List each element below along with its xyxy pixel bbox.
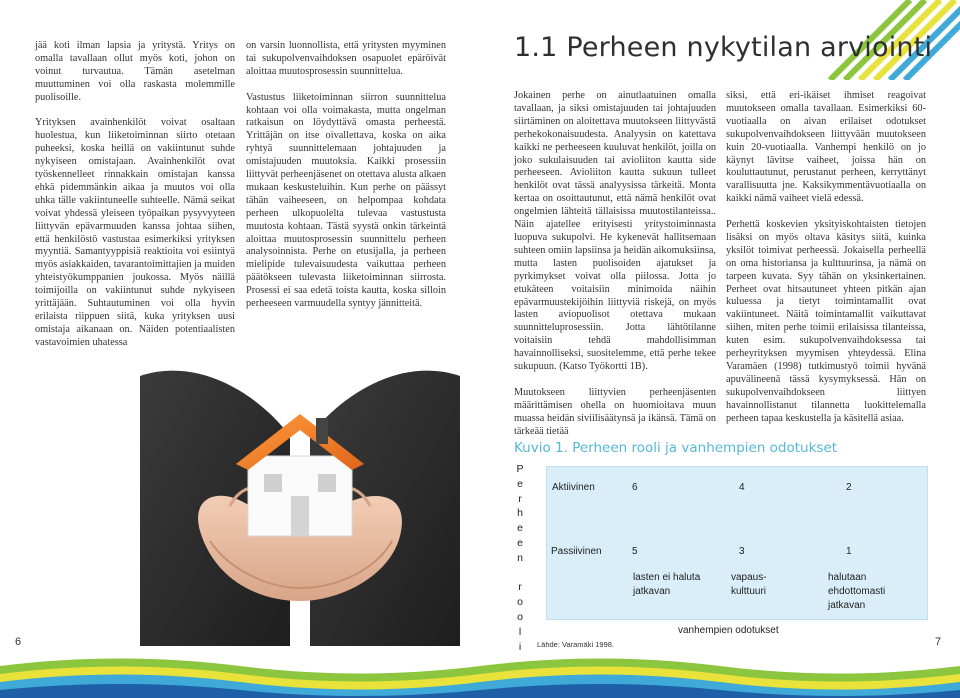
vlabel-letter: r bbox=[518, 492, 522, 505]
vlabel-letter: o bbox=[517, 610, 523, 623]
cell-value: 1 bbox=[846, 546, 852, 557]
figure-source: Lähde: Varamäki 1998. bbox=[537, 640, 614, 649]
paragraph: Yrityksen avainhenkilöt voivat osaltaan huolestua, kun liiketoiminnan siirto otetaan puheeksi, koska heillä on vakiintunut suhde nykyiseen omistajaan. Avainhenkilöt ovat työskennelleet rinnakkain omistajan kanssa ehkä pidemmänkin aikaa ja muutos voi olla uhka tälle vakiintuneelle suhteelle. Nämä seikat voivat yhdessä yleiseen työpaikan pysyvyyteen liittyvän epävarmuuden kanssa johtaa siihen, että henkilöstö vastustaa esimerkiksi yrityksen myyntiä. Samantyyppisiä reaktioita voi esiintyä myös asiakkaiden, tavarantoimittajien ja muiden yhteistyökumppanien joukossa. Myös näillä toimijoilla on vakiintunut suhde nykyiseen yrittäjään. Suhtautuminen voi olla hyvin erilaista riippuen siitä, kuka yrityksen uusi omistaja aikanaan on. Näiden potentiaalisten vastavoimien uhatessa bbox=[35, 117, 235, 348]
paragraph: Jokainen perhe on ainutlaatuinen omalla tavallaan, ja siksi omistajuuden tai johtajuuden siirtäminen on aloitettava muutokseen liittyvästä perhekokonaisuudesta. Analyysin on katettava kaikki ne perheeseen kuuluvat henkilöt, joilla on joko sukulaisuuden tai avioliiton kautta side perheeseen. Avioliiton kautta sukuun tulleet henkilöt ovat tässä analyysissa tärkeitä. Monta kertaa on osoittautunut, että nämä henkilöt ovat ongelmien lähteitä tällaisissa muutostilanteissa.. Näin ajatellee erityisesti yritystoiminnasta luopuva sukupolvi. He kykenevät hallitsemaan suhteen omiin lapsiinsa ja heidän aikomuksiinsa, mutta lasten puolisoiden ajatukset ja pyrkimykset voivat olla piilossa. Jotta jo etukäteen voitaisiin minimoida näihin epävarmuustekijöihin liittyviä riskejä, on myös lasten aviopuolisot otettava mukaan suunnitteluprosessiin. Jotta lähtötilanne voitaisiin tehdä mahdollisimman havainnolliseksi, suositelemme, että perhe tekee sukupuun. (Katso Työkortti 1B). bbox=[514, 90, 716, 373]
left-column-2 bbox=[246, 40, 446, 324]
paragraph: Muutokseen liittyvien perheenjäsenten määrittämisen ohella on huomioitava muun muassa heidän siviilisäätynsä ja ikänsä. Tämä on tärkeää tietää bbox=[514, 386, 716, 437]
column-label bbox=[633, 571, 700, 599]
cell-value: 4 bbox=[739, 482, 745, 493]
row-label-active: Aktiivinen bbox=[552, 482, 595, 493]
paragraph: siksi, että eri-ikäiset ihmiset reagoivat muutokseen omalla tavallaan. Esimerkiksi 60-vuotiaalla on aivan erilaiset odotukset sukupolvenvaihdokseen liittyvään muutokseen kuin 20-vuotiaalla. Vanhempi henkilö on jo käynyt lävitse vaiheet, joissa hän on kouluttautunut, perustanut perheen, kerryttänyt varallisuutta jne. Kaksikymmentävuotiaalla on kaikki nämä vaiheet vielä edessä. bbox=[726, 90, 926, 205]
vlabel-letter: P bbox=[516, 463, 524, 475]
column-label-line: jatkavan bbox=[633, 586, 671, 597]
paragraph: Perhettä koskevien yksityiskohtaisten tietojen lisäksi on myös oltava käsitys siitä, kuinka yksilöt toimivat perheessä. Jokaisella perheellä on oma historiansa ja kulttuurinsa, ja nämä on tarpeen kuvata. Syy tähän on yksinkertainen. Perheet ovat hitsautuneet yhteen pitkän ajan kuluessa ja tietyt toimintamallit ovat vakiintuneet. Näitä toimintamallit vaikuttavat siihen, miten perhe toimii erilaisissa tilanteissa, kuten esim. sukupolvenvaihdoksessa tai perheyrityksen myymisen yhteydessä. Elina Varamäen (1998) tutkimustyö toimii hyvänä apuvälineenä tässä kysymyksessä. Hän on sukupolvenvaihdokseen liittyen havainnollistanut tilannetta luokittelemalla perheen tapaa keskustella ja käsitellä asiaa. bbox=[726, 219, 926, 424]
vlabel-letter bbox=[514, 566, 526, 581]
paragraph: Vastustus liiketoiminnan siirron suunnittelua kohtaan voi olla voimakasta, mutta ongelman ratkaisun on löydyttävä omasta perheestä. Yrittäjän on itse oivallettava, koska on aika ryhtyä suunnittelemaan johtajuuden ja omistajuuden muutoksia. Kaikki prosessiin liittyvät perheenjäsenet on otettava alusta alkaen mukaan keskusteluihin. Kun perhe on päässyt tähän vaiheeseen, on helpompaa kohdata perheen ulkopuolelta tulevaa vastustusta muutosta kohtaan. Tästä syystä onkin tärkeintä aloittaa muutosprosessin suunnittelu perheen analysoinnista. Perhe on etusijalla, ja perheen mielipide tulevaisuudesta vaikuttaa perheen päätökseen tulevasta liiketoiminnan siirrosta. Prosessi ei saa edetä toista kautta, koska silloin perheeseen varmuudella syntyy jännitteitä. bbox=[246, 91, 446, 310]
figure-vertical-label bbox=[514, 462, 526, 654]
column-label-line: lasten ei haluta bbox=[633, 572, 701, 583]
page-number-right: 7 bbox=[935, 636, 942, 648]
house-in-hands-photo bbox=[140, 356, 460, 646]
cell-value: 3 bbox=[739, 546, 745, 557]
vlabel-letter: e bbox=[517, 477, 523, 490]
figure-x-label: vanhempien odotukset bbox=[678, 625, 779, 636]
cell-value: 6 bbox=[632, 482, 638, 493]
row-label-passive: Passiivinen bbox=[551, 546, 602, 557]
vlabel-letter: e bbox=[517, 536, 523, 549]
page-number-left: 6 bbox=[15, 636, 22, 648]
vlabel-letter: n bbox=[517, 551, 523, 564]
column-label-line: ehdottomasti bbox=[828, 586, 886, 597]
column-label bbox=[731, 571, 767, 599]
figure-title: Kuvio 1. Perheen rooli ja vanhempien odotukset bbox=[514, 440, 838, 456]
house-in-hands-illustration bbox=[140, 356, 460, 646]
left-column-1 bbox=[35, 40, 235, 363]
vlabel-letter: i bbox=[518, 640, 522, 653]
cell-value: 5 bbox=[632, 546, 638, 557]
vlabel-letter: l bbox=[518, 625, 522, 638]
vlabel-letter: r bbox=[518, 581, 522, 594]
vlabel-letter: h bbox=[517, 507, 523, 520]
column-label bbox=[828, 571, 885, 613]
column-label-line: vapaus- bbox=[731, 572, 767, 583]
paragraph: jää koti ilman lapsia ja yritystä. Yritys on omalla tavallaan ollut myös koti, johon on voinut turvautua. Tämän asetelman muuttuminen voi olla raskasta molemmille puolisoille. bbox=[35, 40, 235, 103]
section-heading: 1.1 Perheen nykytilan arviointi bbox=[514, 32, 933, 63]
column-label-line: halutaan bbox=[828, 572, 867, 583]
paragraph: on varsin luonnollista, että yritysten myyminen tai sukupolvenvaihdoksen osapuolet epäröivät aloittaa muutosprosessin suunnittelua. bbox=[246, 40, 446, 77]
right-column-1 bbox=[514, 90, 716, 451]
column-label-line: kulttuuri bbox=[731, 586, 767, 597]
right-column-2 bbox=[726, 90, 926, 438]
vlabel-letter: e bbox=[517, 522, 523, 535]
vlabel-letter: o bbox=[517, 596, 523, 609]
cell-value: 2 bbox=[846, 482, 852, 493]
footer-wave-decoration bbox=[0, 652, 960, 698]
column-label-line: jatkavan bbox=[828, 600, 866, 611]
